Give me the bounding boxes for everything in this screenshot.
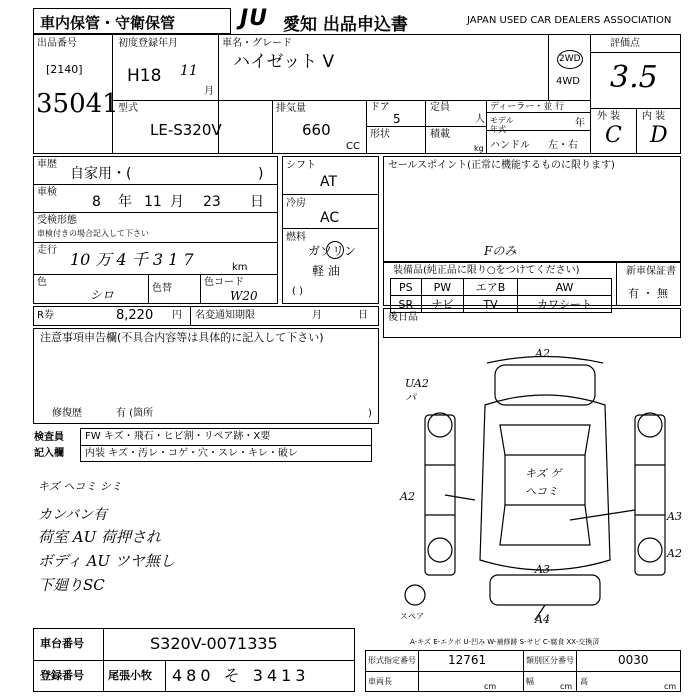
- receipt-label: 受検形態: [37, 215, 77, 226]
- capacity-label: 定員: [430, 102, 450, 113]
- inspector-label: 検査員: [34, 432, 64, 443]
- fuel-gasoline: ガソリン: [308, 244, 357, 258]
- mileage-value: 10 万 4 千 3 1 7: [70, 250, 194, 269]
- history-value: 自家用・(: [70, 166, 132, 182]
- doors-label: ドア: [370, 102, 390, 113]
- association-name: JAPAN USED CAR DEALERS ASSOCIATION: [467, 15, 672, 26]
- inspector-entry-label: 記入欄: [34, 448, 64, 459]
- exterior-grade: C: [605, 123, 622, 148]
- length-unit: cm: [484, 682, 497, 691]
- shaken-label: 車検: [37, 187, 57, 198]
- capacity-unit: 人: [475, 114, 485, 125]
- storage-badge: [33, 8, 231, 34]
- exterior-label: 外 装: [597, 111, 621, 122]
- color-change-label: 色替: [152, 283, 172, 294]
- tax-value: 8,220: [116, 308, 154, 323]
- damage-mark: キズ ゲ: [525, 467, 562, 480]
- handle-label: ハンドル: [490, 140, 530, 151]
- sales-point-section: [383, 156, 681, 262]
- drive-4wd: 4WD: [556, 76, 580, 87]
- chassis-number: S320V-0071335: [150, 634, 278, 653]
- registration-number-label: 登録番号: [40, 669, 84, 682]
- equip-sr: SR: [391, 296, 422, 313]
- equip-navi: ナビ: [421, 296, 463, 313]
- shift-value: AT: [320, 174, 338, 190]
- displacement-label: 排気量: [276, 103, 306, 114]
- tax-yen: 円: [172, 310, 182, 321]
- model-spec-label: 形式指定番号: [368, 656, 416, 665]
- after-items-section: [383, 308, 681, 338]
- name-change-label: 名変通知期限: [195, 310, 255, 321]
- equipment-label: 装備品(純正品に限り○をつけてください): [393, 265, 580, 276]
- equip-pw: PW: [421, 279, 463, 296]
- plate-region: 尾張小牧: [108, 669, 152, 682]
- handle-value: 左・右: [548, 140, 578, 151]
- shaken-day-unit: 日: [250, 194, 264, 210]
- interior-grade: D: [650, 123, 668, 148]
- after-items-label: 後日品: [388, 312, 418, 323]
- name-change-day: 日: [358, 310, 368, 321]
- registration-month-unit: 月: [204, 86, 214, 97]
- chassis-label: 車台番号: [40, 637, 84, 650]
- mileage-label: 走行: [37, 245, 57, 256]
- color-value: シロ: [90, 288, 115, 302]
- form-title: 愛知 出品申込書: [283, 15, 408, 35]
- equip-airbag: エアB: [463, 279, 517, 296]
- rating-score: 3.5: [610, 60, 658, 95]
- model-code-label: 型式: [118, 103, 138, 114]
- ju-logo: JU: [240, 6, 269, 31]
- interior-label: 内 装: [642, 111, 666, 122]
- lot-number-label: 出品番号: [37, 38, 77, 49]
- inspector-note-line: カンバン有: [38, 507, 108, 523]
- damage-mark: パ: [405, 391, 416, 404]
- damage-legend: A-キズ E-エクボ U-凹み W-補修跡 S-サビ C-腐食 XX-交換済: [410, 638, 600, 646]
- history-close: ): [258, 166, 264, 182]
- km-unit: km: [232, 262, 248, 273]
- repair-label: 修復歴: [52, 408, 82, 419]
- damage-mark: A2: [400, 490, 415, 503]
- color-label: 色: [37, 277, 47, 288]
- shaken-year: 8: [92, 194, 101, 210]
- top-section: [33, 34, 681, 154]
- inspector-note-line: キズ ヘコミ シミ: [38, 480, 122, 493]
- fw-row: FW キズ・飛石・ヒビ割・リペア跡・X要: [85, 431, 271, 442]
- equip-ps: PS: [391, 279, 422, 296]
- load-label: 積載: [430, 129, 450, 140]
- sales-point-label: セールスポイント(正常に機能するものに限ります): [388, 160, 615, 171]
- registration-era-year: H18: [127, 66, 162, 86]
- damage-mark: A3: [535, 563, 550, 576]
- damage-mark: A2: [535, 347, 550, 360]
- car-name: ハイゼット V: [233, 52, 335, 72]
- color-code-label: 色コード: [204, 277, 244, 288]
- sales-point-note: Fのみ: [484, 244, 517, 258]
- warranty-label: 新車保証書: [626, 266, 676, 277]
- damage-mark: A3: [667, 510, 682, 523]
- height-unit: cm: [664, 682, 677, 691]
- year-unit: 年: [575, 118, 585, 129]
- fuel-label: 燃料: [286, 232, 306, 243]
- load-unit: kg: [474, 144, 484, 153]
- width-label: 幅: [526, 677, 534, 686]
- car-condition-diagram: [395, 345, 690, 630]
- receipt-note: 車検付きの場合記入して下さい: [37, 229, 149, 238]
- notes-label: 注意事項申告欄(不具合内容等は具体的に記入して下さい): [40, 331, 324, 344]
- shaken-year-unit: 年: [118, 194, 132, 210]
- shape-label: 形状: [370, 129, 390, 140]
- drive-2wd: 2WD: [557, 50, 583, 69]
- dealer-label: ディーラー・並 行: [490, 102, 565, 112]
- equip-leather-seat: カワシート: [518, 296, 612, 313]
- shaken-month: 11: [144, 194, 162, 210]
- fuel-diesel: 軽 油: [312, 264, 340, 278]
- fuel-circle: [326, 241, 344, 259]
- shaken-month-unit: 月: [170, 194, 184, 210]
- model-spec-number: 12761: [448, 653, 487, 667]
- displacement-value: 660: [302, 121, 331, 139]
- history-label: 車歴: [37, 159, 57, 170]
- model-year-label: モデル 年式: [490, 116, 514, 134]
- inspector-note-line: 下廻りSC: [38, 576, 105, 594]
- inspector-notes: [38, 478, 175, 598]
- repair-close: ): [368, 408, 372, 419]
- cc-unit: CC: [346, 141, 360, 152]
- ac-value: AC: [320, 210, 340, 226]
- equip-aw: AW: [518, 279, 612, 296]
- height-label: 高: [580, 677, 588, 686]
- lot-number: 35041: [36, 89, 119, 119]
- plate-number: 480 そ 3413: [172, 666, 310, 685]
- inspector-note-line: ボディ AU ツヤ無し: [38, 552, 175, 570]
- length-label: 車両長: [368, 677, 392, 686]
- width-unit: cm: [560, 682, 573, 691]
- interior-row: 内装 キズ・汚レ・コゲ・穴・スレ・キレ・破レ: [85, 448, 298, 459]
- shaken-day: 23: [203, 194, 221, 210]
- lot-code: [2140]: [46, 63, 83, 76]
- car-name-label: 車名・グレード: [222, 38, 292, 49]
- repair-value: 有 (箇所: [116, 408, 154, 419]
- color-code: W20: [230, 289, 258, 303]
- damage-mark: ヘコミ: [525, 485, 558, 498]
- tax-label: R券: [37, 310, 54, 321]
- registration-month: 11: [180, 63, 198, 79]
- doors-value: 5: [393, 112, 401, 126]
- name-change-month: 月: [312, 310, 322, 321]
- spare-label: スペア: [400, 612, 424, 621]
- inspector-note-line: 荷室 AU 荷押され: [38, 528, 162, 546]
- class-number: 0030: [618, 653, 649, 667]
- rating-label: 評価点: [610, 38, 640, 49]
- model-code: LE-S320V: [150, 121, 222, 139]
- shift-label: シフト: [286, 160, 316, 171]
- class-number-label: 類別区分番号: [526, 656, 574, 665]
- damage-mark: A4: [535, 613, 550, 626]
- damage-mark: UA2: [405, 377, 429, 390]
- ac-label: 冷房: [286, 198, 306, 209]
- storage-badge-text: 車内保管・守衛保管: [40, 14, 176, 32]
- warranty-value: 有 ・ 無: [628, 287, 668, 300]
- first-registration-label: 初度登録年月: [118, 38, 178, 49]
- equip-tv: TV: [463, 296, 517, 313]
- damage-mark: A2: [667, 547, 682, 560]
- fuel-other: ( ): [292, 286, 303, 297]
